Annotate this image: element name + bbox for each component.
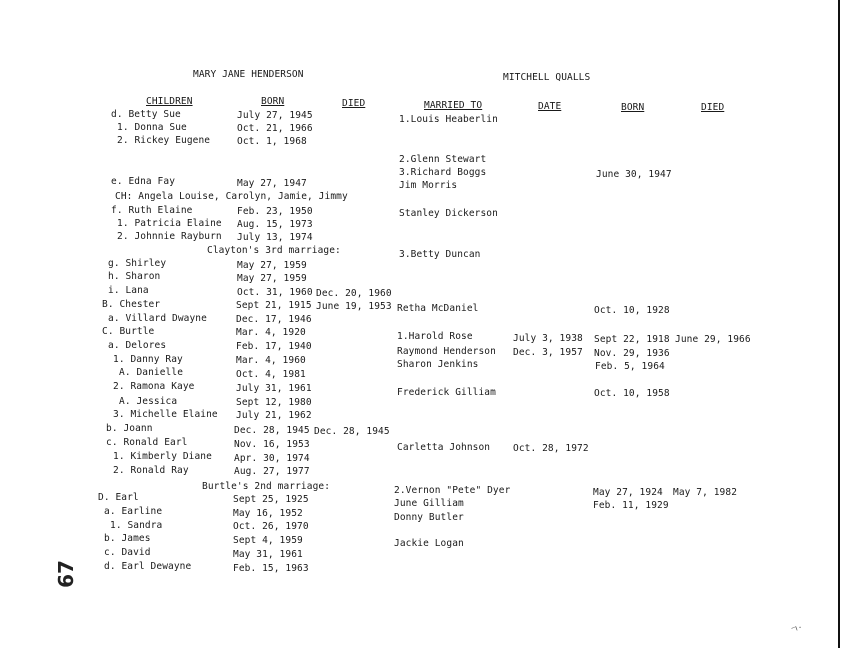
child-born: Mar. 4, 1920	[236, 327, 306, 338]
child-name: c. Ronald Earl	[106, 437, 188, 448]
marriage-date: July 3, 1938	[513, 333, 583, 344]
children-header: CHILDREN	[146, 96, 193, 107]
child-name: 2. Ronald Ray	[113, 465, 189, 476]
spouse-name: Sharon Jenkins	[397, 359, 479, 370]
child-born: Oct. 1, 1968	[237, 136, 307, 147]
child-name: A. Jessica	[119, 396, 178, 407]
marriage-date: Dec. 3, 1957	[513, 347, 583, 358]
spouse-name: 1.Harold Rose	[397, 331, 473, 342]
child-born: Oct. 4, 1981	[236, 369, 306, 380]
spouse-died-header: DIED	[701, 102, 725, 113]
spouse-died: June 29, 1966	[675, 334, 751, 345]
spouse-name: 3.Betty Duncan	[399, 249, 481, 260]
child-born: Sept 21, 1915	[236, 300, 312, 311]
child-died: Dec. 20, 1960	[316, 288, 392, 299]
child-name: B. Chester	[102, 299, 161, 310]
spouse-name: Carletta Johnson	[397, 442, 491, 453]
child-born: Feb. 23, 1950	[237, 206, 313, 217]
child-name: D. Earl	[98, 492, 139, 503]
child-name: h. Sharon	[108, 271, 161, 282]
child-born: May 27, 1947	[237, 178, 307, 189]
child-name: 1. Kimberly Diane	[113, 451, 212, 462]
child-born: Sept 4, 1959	[233, 535, 303, 546]
child-name: b. Joann	[106, 423, 153, 434]
spouse-born: Oct. 10, 1958	[594, 388, 670, 399]
child-name: 1. Sandra	[110, 520, 163, 531]
child-name: f. Ruth Elaine	[111, 205, 193, 216]
spouse-born: Oct. 10, 1928	[594, 305, 670, 316]
child-born: May 27, 1959	[237, 273, 307, 284]
spouse-name: 3.Richard Boggs	[399, 167, 487, 178]
child-died: Dec. 28, 1945	[314, 426, 390, 437]
marriage-date: Oct. 28, 1972	[513, 443, 589, 454]
spouse-born: June 30, 1947	[596, 169, 672, 180]
page-number: 67	[53, 560, 78, 588]
child-born: Aug. 27, 1977	[234, 466, 310, 477]
child-born: Feb. 15, 1963	[233, 563, 309, 574]
died-header: DIED	[342, 98, 366, 109]
child-name: 2. Ramona Kaye	[113, 381, 195, 392]
spouse-name: Frederick Gilliam	[397, 387, 496, 398]
spouse-born: Feb. 5, 1964	[595, 361, 665, 372]
child-born: May 16, 1952	[233, 508, 303, 519]
child-born: Dec. 28, 1945	[234, 425, 310, 436]
child-born: Sept 25, 1925	[233, 494, 309, 505]
child-born: Apr. 30, 1974	[234, 453, 310, 464]
spouse-born-header: BORN	[621, 102, 645, 113]
child-born: Oct. 21, 1966	[237, 123, 313, 134]
child-born: Aug. 15, 1973	[237, 219, 313, 230]
spouse-born: Feb. 11, 1929	[593, 500, 669, 511]
spouse-name: Raymond Henderson	[397, 346, 496, 357]
spouse-born: May 27, 1924	[593, 487, 663, 498]
child-name: e. Edna Fay	[111, 176, 176, 187]
child-name: d. Earl Dewayne	[104, 561, 192, 572]
child-born: Feb. 17, 1940	[236, 341, 312, 352]
corner-mark: ㄱ·	[789, 623, 804, 637]
child-name: a. Earline	[104, 506, 163, 517]
child-born: July 13, 1974	[237, 232, 313, 243]
spouse-born: Nov. 29, 1936	[594, 348, 670, 359]
spouse-name: 2.Glenn Stewart	[399, 154, 487, 165]
child-name: a. Delores	[108, 340, 167, 351]
date-header: DATE	[538, 101, 562, 112]
child-died: June 19, 1953	[316, 301, 392, 312]
child-name: g. Shirley	[108, 258, 167, 269]
child-born: July 31, 1961	[236, 383, 312, 394]
spouse-name: Stanley Dickerson	[399, 208, 498, 219]
born-header: BORN	[261, 96, 285, 107]
child-born: Mar. 4, 1960	[236, 355, 306, 366]
spouse-born: Sept 22, 1918	[594, 334, 670, 345]
child-name: c. David	[104, 547, 151, 558]
spouse-name: 2.Vernon "Pete" Dyer	[394, 485, 511, 496]
spouse-name: 1.Louis Heaberlin	[399, 114, 498, 125]
page-edge-line	[838, 0, 840, 648]
child-name: 2. Rickey Eugene	[117, 135, 211, 146]
child-born: May 31, 1961	[233, 549, 303, 560]
child-name: a. Villard Dwayne	[108, 313, 207, 324]
child-name: 1. Danny Ray	[113, 354, 183, 365]
child-born: May 27, 1959	[237, 260, 307, 271]
spouse-name: Jackie Logan	[394, 538, 464, 549]
section-note: Burtle's 2nd marriage:	[202, 481, 331, 492]
right-title: MITCHELL QUALLS	[503, 72, 591, 83]
child-born: Oct. 26, 1970	[233, 521, 309, 532]
spouse-name: June Gilliam	[394, 498, 464, 509]
section-note: Clayton's 3rd marriage:	[207, 245, 341, 256]
child-name: 2. Johnnie Rayburn	[117, 231, 222, 242]
child-born: July 27, 1945	[237, 110, 313, 121]
child-born: July 21, 1962	[236, 410, 312, 421]
child-born: Sept 12, 1980	[236, 397, 312, 408]
child-name: i. Lana	[108, 285, 149, 296]
child-name: C. Burtle	[102, 326, 155, 337]
child-name: A. Danielle	[119, 367, 184, 378]
spouse-name: Donny Butler	[394, 512, 464, 523]
married-to-header: MARRIED TO	[424, 100, 483, 111]
child-name: b. James	[104, 533, 151, 544]
child-name: 1. Donna Sue	[117, 122, 187, 133]
child-born: Nov. 16, 1953	[234, 439, 310, 450]
spouse-name: Jim Morris	[399, 180, 458, 191]
child-name: 1. Patricia Elaine	[117, 218, 222, 229]
spouse-died: May 7, 1982	[673, 487, 738, 498]
child-born: Dec. 17, 1946	[236, 314, 312, 325]
child-name: d. Betty Sue	[111, 109, 181, 120]
left-title: MARY JANE HENDERSON	[193, 69, 304, 80]
spouse-name: Retha McDaniel	[397, 303, 479, 314]
child-name: 3. Michelle Elaine	[113, 409, 218, 420]
child-born: Oct. 31, 1960	[237, 287, 313, 298]
grandchildren-note: CH: Angela Louise, Carolyn, Jamie, Jimmy	[115, 191, 348, 202]
